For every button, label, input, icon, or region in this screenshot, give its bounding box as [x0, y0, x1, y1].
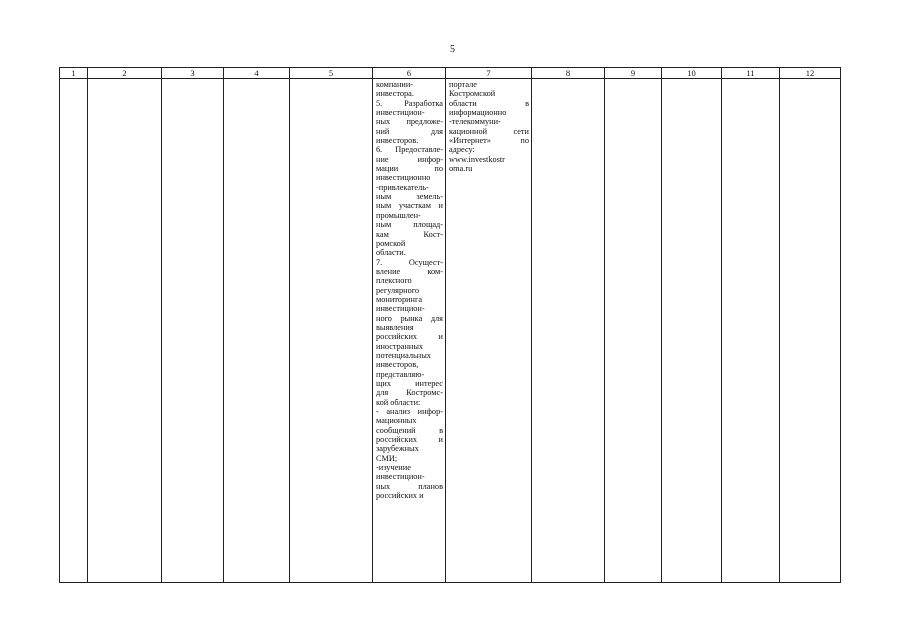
text-line: промышлен- [376, 210, 421, 220]
table-cell [60, 79, 88, 583]
column-header: 8 [532, 68, 605, 79]
text-line: инвестора. [376, 89, 414, 99]
text-line: инвесторов, [376, 360, 419, 370]
text-line: -телекоммуни- [449, 117, 501, 127]
table-cell [224, 79, 290, 583]
text-line: 6. Предоставле- [376, 145, 443, 155]
table-cell [290, 79, 373, 583]
text-line: компании- [376, 80, 414, 89]
table-cell [662, 79, 722, 583]
text-line: кам Кост- [376, 229, 443, 239]
table-cell [88, 79, 162, 583]
column-header: 11 [722, 68, 780, 79]
text-line: инвестицион- [376, 472, 425, 482]
text-line: инвесторов. [376, 136, 419, 146]
column-number-row [60, 68, 841, 79]
text-line: иностранных [376, 341, 424, 351]
text-line: области. [376, 248, 406, 258]
text-line: ных планов [376, 481, 443, 491]
text-line: вление ком- [376, 266, 443, 276]
text-line: кационной сети [449, 126, 529, 136]
text-line: потенциальных [376, 350, 431, 360]
column-header: 3 [162, 68, 224, 79]
text-line: для Костромс- [376, 388, 443, 398]
text-line: портале [449, 80, 477, 89]
text-line: ние инфор- [376, 154, 443, 164]
text-line: инвестиционно [376, 173, 431, 183]
table-cell [162, 79, 224, 583]
table-cell [532, 79, 605, 583]
table-cell [780, 79, 841, 583]
column-header: 4 [224, 68, 290, 79]
text-line: Костромской [449, 89, 496, 99]
text-line: 7. Осущест- [376, 257, 443, 267]
text-line: www.investkostr [449, 154, 505, 164]
text-line: ромской [376, 238, 406, 248]
text-line: российских и [376, 491, 424, 501]
text-line: представляю- [376, 369, 425, 379]
text-line: oma.ru [449, 164, 473, 174]
page-number: 5 [450, 44, 455, 55]
column-header: 2 [88, 68, 162, 79]
text-line: ного рынка для [376, 313, 443, 323]
text-line: ных предложе- [376, 117, 443, 127]
text-line: мониторинга [376, 294, 423, 304]
column-header: 6 [373, 68, 446, 79]
text-line: ным участкам и [376, 201, 443, 211]
text-line: мационных [376, 416, 417, 426]
text-line: -привлекатель- [376, 182, 429, 192]
text-line: ным земель- [376, 192, 443, 202]
column-header: 9 [605, 68, 662, 79]
text-line: зарубежных [376, 444, 419, 454]
column-header: 1 [60, 68, 88, 79]
text-line: инвестицион- [376, 108, 425, 118]
text-line: плексного [376, 276, 412, 286]
column-header: 7 [446, 68, 532, 79]
text-line: 5. Разработка [376, 98, 443, 108]
text-line: информационно [449, 108, 507, 118]
text-line: ным площад- [376, 220, 443, 230]
text-line: -изучение [376, 463, 411, 473]
text-line: «Интернет» по [449, 136, 529, 146]
text-line: мации по [376, 164, 443, 174]
table-cell [605, 79, 662, 583]
column-header: 5 [290, 68, 373, 79]
portal-text [446, 79, 531, 173]
text-line: российских и [376, 332, 443, 342]
text-line: - анализ инфор- [376, 407, 443, 417]
table-row [60, 79, 841, 583]
text-line: регулярного [376, 285, 420, 295]
text-line: СМИ; [376, 453, 398, 463]
text-line: области в [449, 98, 529, 108]
text-line: адресу: [449, 145, 475, 155]
text-line: кой области: [376, 397, 421, 407]
text-line: инвестицион- [376, 304, 425, 314]
text-line: ний для [376, 126, 443, 136]
text-line: щих интерес [376, 379, 443, 388]
text-line: сообщений в [376, 425, 443, 435]
measures-text [373, 79, 445, 500]
document-table [59, 67, 841, 583]
text-line: российских и [376, 435, 443, 445]
column-header: 12 [780, 68, 841, 79]
table-cell [722, 79, 780, 583]
table-cell-measures [373, 79, 446, 583]
column-header: 10 [662, 68, 722, 79]
table-cell-portal [446, 79, 532, 583]
text-line: выявления [376, 322, 414, 332]
